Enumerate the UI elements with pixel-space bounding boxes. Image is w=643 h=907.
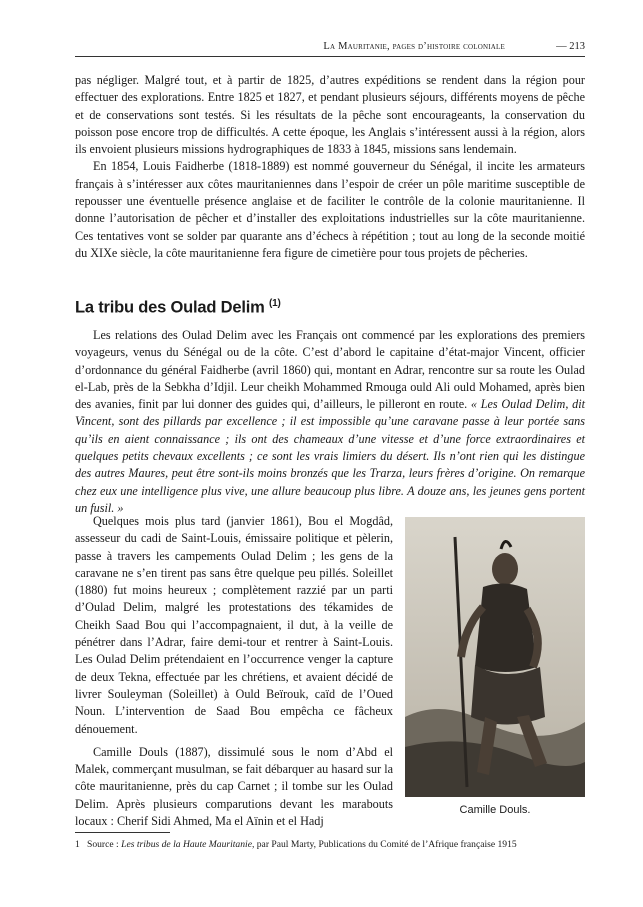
paragraph-2: En 1854, Louis Faidherbe (1818-1889) est nommé gouverneur du Sénégal, il incite les armateurs français à s’intéresser aux côtes mauritaniennes dans l’espoir de créer un pôle maritime susceptible de repousser une éventuelle présence anglaise et de faciliter le contrôle de la colonie mauritanienne. Il donne l’autorisation de pêcher et d’installer des exploitations industrielles sur la côte mauritanienne. Ces tentatives vont se solder par quarante ans d’échecs à répétition ; tout au long de la seconde moitié du XIXe siècle, la côte mauritanienne fera figure de cimetière pour tous projets de pêcheries. (75, 159, 585, 260)
page-number: — 213 (556, 41, 585, 52)
section-heading-text: La tribu des Oulad Delim (75, 298, 265, 317)
running-head (75, 40, 585, 57)
section-heading (75, 298, 281, 318)
footnote-prefix: Source : (87, 839, 122, 850)
running-title: La Mauritanie, pages d’histoire coloniale (323, 41, 505, 52)
section-paragraph-1 (75, 327, 585, 517)
paragraph-5: Camille Douls (1887), dissimulé sous le nom d’Abd el Malek, commerçant musulman, se fait débarquer au hasard sur la côte mauritanienne, près du cap Carnet ; il tombe sur les Oulad Delim. Après plusieurs comparutions devant les marabouts locaux : Cherif Sidi Ahmed, Ma el Aïnin et el Hadj (75, 744, 393, 829)
left-column (75, 513, 393, 830)
body-text-top (75, 72, 585, 262)
footnote-number: 1 (75, 839, 80, 850)
paragraph-3 (75, 327, 585, 517)
footnote-source-title: Les tribus de la Haute Mauritanie, (121, 839, 255, 850)
footnote-ref: (1) (268, 298, 281, 309)
footnote (75, 839, 585, 851)
vincent-quote: « Les Oulad Delim, dit Vincent, sont des pillards par excellence ; il est impossible qu’une caravane passe à leur portée sans qu’ils en aient connaissance ; ils ont des chameaux d’une vitesse et d’une force extraordinaires et quelques petits chevaux excellents ; ce sont les vrais limiers du désert. Ils n’ont rien qui les distingue des autres Maures, peut être sont-ils moins bronzés que les Trarza, leurs frères d’origine. On remarque chez eux une intelligence plus vive, une allure beaucoup plus libre. A douze ans, les jeunes gens portent un fusil. » (75, 397, 585, 515)
figure-caption: Camille Douls. (459, 804, 531, 816)
footnote-source-rest: par Paul Marty, Publications du Comité de l’Afrique française 1915 (254, 839, 517, 850)
paragraph-1: pas négliger. Malgré tout, et à partir de 1825, d’autres expéditions se rendent dans la région pour effectuer des explorations. Entre 1825 et 1827, et pendant plusieurs séjours, différents moyens de pêche et de conservations sont testés. Si les résultats de la pêche sont encourageants, la conservation du poisson pose encore trop de difficultés. A cette époque, les Anglais s’intéressent aussi à la région, alors ils envoient plusieurs missions hydrographiques de 1833 à 1845, missions sans lendemain. (75, 73, 585, 157)
footnote-rule (75, 832, 170, 833)
paragraph-4: Quelques mois plus tard (janvier 1861), Bou el Mogdâd, assesseur du cadi de Saint-Louis, émissaire politique et pèlerin, passe à travers les campements Oulad Delim ; les gens de la caravane ne s’en tirent pas sans être quelque peu pillés. Soleillet (1880) fut moins heureux ; complètement razzié par un parti d’Oulad Delim, malgré les protestations des tékamides de Cheikh Saad Bou qui l’accompagnaient, il dut, à la veille de pénétrer dans l’Adrar, faire demi-tour et rentrer à Saint-Louis. Les Oulad Delim prétendaient en l’occurrence venger la capture de deux Tekna, effectuée par les chrétiens, et avaient décidé de livrer Souleyman (Soleillet) à Ould Beïrouk, caïd de l’Oued Noun. L’intervention de Saad Bou empêcha ce fâcheux dénouement. (75, 514, 393, 736)
portrait-figure (405, 517, 585, 797)
portrait-illustration (405, 517, 585, 797)
paragraph-3-text: Les relations des Oulad Delim avec les Français ont commencé par les explorations des premiers voyageurs, venus du Sénégal ou de la côte. C’est d’abord le capitaine d’état-major Vincent, officier d’ordonnance du général Faidherbe (avril 1860) qui, montant en Adrar, rencontre sur sa route les Oulad el-Lab, près de la Sebkha d’Idjil. Leur cheikh Mohammed Rmouga ould Ali ould Mohamed, après bien des avanies, finit par lui donner des guides qui, d’ailleurs, le pilleront en route. (75, 328, 585, 412)
